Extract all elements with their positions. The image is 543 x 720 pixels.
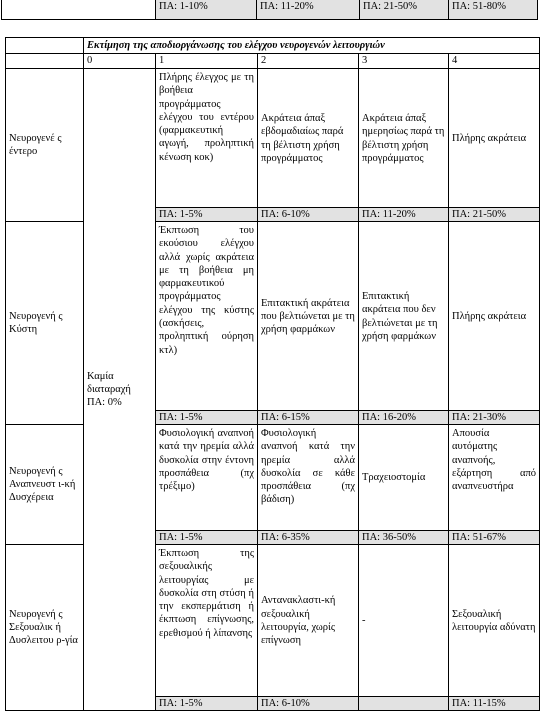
bowel-grade4: Πλήρης ακράτεια: [449, 69, 540, 208]
bowel-grade2: Ακράτεια άπαξ εβδομαδιαίως παρά τη βέλτιστη χρήση προγράμματος: [258, 69, 359, 208]
bladder-grade1: Έκπτωση του εκούσιου ελέγχου αλλά χωρίς ακράτεια με τη βοήθεια μη φαρμακευτικού προγράμματος ελέγχου της κύστης (ασκήσεις, προληπτική ούρηση κτλ): [156, 222, 258, 411]
grade-3: 3: [359, 54, 449, 69]
previous-table-strip: [1, 0, 538, 20]
sexual-pa2: ΠΑ: 6-10%: [258, 697, 359, 711]
bowel-pa1: ΠΑ: 1-5%: [156, 208, 258, 222]
bladder-pa4: ΠΑ: 21-30%: [449, 411, 540, 425]
respiratory-grade4: Απουσία αυτόματης αναπνοής, εξάρτηση από αναπνευστήρα: [449, 425, 540, 531]
respiratory-pa2: ΠΑ: 6-35%: [258, 531, 359, 545]
respiratory-pa3: ΠΑ: 36-50%: [359, 531, 449, 545]
bladder-pa3: ΠΑ: 16-20%: [359, 411, 449, 425]
sexual-grade3: -: [359, 545, 449, 697]
bladder-grade4: Πλήρης ακράτεια: [449, 222, 540, 411]
bowel-grade3: Ακράτεια άπαξ ημερησίως παρά τη βέλτιστη χρήση προγράμματος: [359, 69, 449, 208]
grade-1: 1: [156, 54, 258, 69]
bowel-pa4: ΠΑ: 21-50%: [449, 208, 540, 222]
respiratory-grade2: Φυσιολογική αναπνοή κατά την ηρεμία αλλά δυσκολία σε κάθε προσπάθεια (πχ βάδιση): [258, 425, 359, 531]
grade-spacer: [6, 54, 84, 69]
bowel-grade1: Πλήρης έλεγχος με τη βοήθεια προγράμματος ελέγχου του εντέρου (φαρμακευτική αγωγή, προληπτική κένωση κοκ): [156, 69, 258, 208]
bladder-grade3: Επιτακτική ακράτεια που δεν βελτιώνεται με τη χρήση φαρμάκων: [359, 222, 449, 411]
row-label-bladder: Νευρογενή ς Κύστη: [6, 222, 84, 425]
grade0-text: Καμία διαταραχή: [87, 370, 131, 395]
sexual-grade4: Σεξουαλική λειτουργία αδύνατη: [449, 545, 540, 697]
bladder-pa2: ΠΑ: 6-15%: [258, 411, 359, 425]
respiratory-pa1: ΠΑ: 1-5%: [156, 531, 258, 545]
sexual-grade2: Αντανακλαστι-κή σεξουαλική λειτουργία, χωρίς επίγνωση: [258, 545, 359, 697]
strip-pa-3: ΠΑ: 21-50%: [360, 0, 449, 20]
row-label-respiratory: Νευρογενή ς Αναπνευστ ι-κή Δυσχέρεια: [6, 425, 84, 545]
grade-2: 2: [258, 54, 359, 69]
row-label-sexual: Νευρογενή ς Σεξουαλικ ή Δυσλειτου ρ-γία: [6, 545, 84, 711]
grade0-cell: [84, 69, 156, 711]
bowel-pa3: ΠΑ: 11-20%: [359, 208, 449, 222]
bowel-pa2: ΠΑ: 6-10%: [258, 208, 359, 222]
grade-0: 0: [84, 54, 156, 69]
sexual-pa1: ΠΑ: 1-5%: [156, 697, 258, 711]
grade0-pa: ΠΑ: 0%: [87, 397, 122, 409]
strip-cell-empty: [2, 0, 156, 20]
bladder-pa1: ΠΑ: 1-5%: [156, 411, 258, 425]
grade-4: 4: [449, 54, 540, 69]
table-title: Εκτίμηση της αποδιοργάνωσης του ελέγχου νευρογενών λειτουργιών: [84, 38, 540, 54]
bladder-grade2: Επιτακτική ακράτεια που βελτιώνεται με τη χρήση φαρμάκων: [258, 222, 359, 411]
sexual-pa4: ΠΑ: 11-15%: [449, 697, 540, 711]
strip-pa-2: ΠΑ: 11-20%: [257, 0, 360, 20]
strip-pa-1: ΠΑ: 1-10%: [156, 0, 257, 20]
respiratory-grade1: Φυσιολογική αναπνοή κατά την ηρεμία αλλά δυσκολία στην έντονη προσπάθεια (πχ τρέξιμο): [156, 425, 258, 531]
title-spacer: [6, 38, 84, 54]
respiratory-pa4: ΠΑ: 51-67%: [449, 531, 540, 545]
sexual-grade1: Έκπτωση της σεξουαλικής λειτουργίας με δυσκολία στη στύση ή την εκσπερμάτιση ή έκπτωση επίγνωσης, ερεθισμού ή λίπανσης: [156, 545, 258, 697]
strip-pa-4: ΠΑ: 51-80%: [449, 0, 538, 20]
row-label-bowel: Νευρογενέ ς έντερο: [6, 69, 84, 222]
respiratory-grade3: Τραχειοστομία: [359, 425, 449, 531]
sexual-pa3: [359, 697, 449, 711]
neurogenic-assessment-table: [5, 37, 540, 711]
